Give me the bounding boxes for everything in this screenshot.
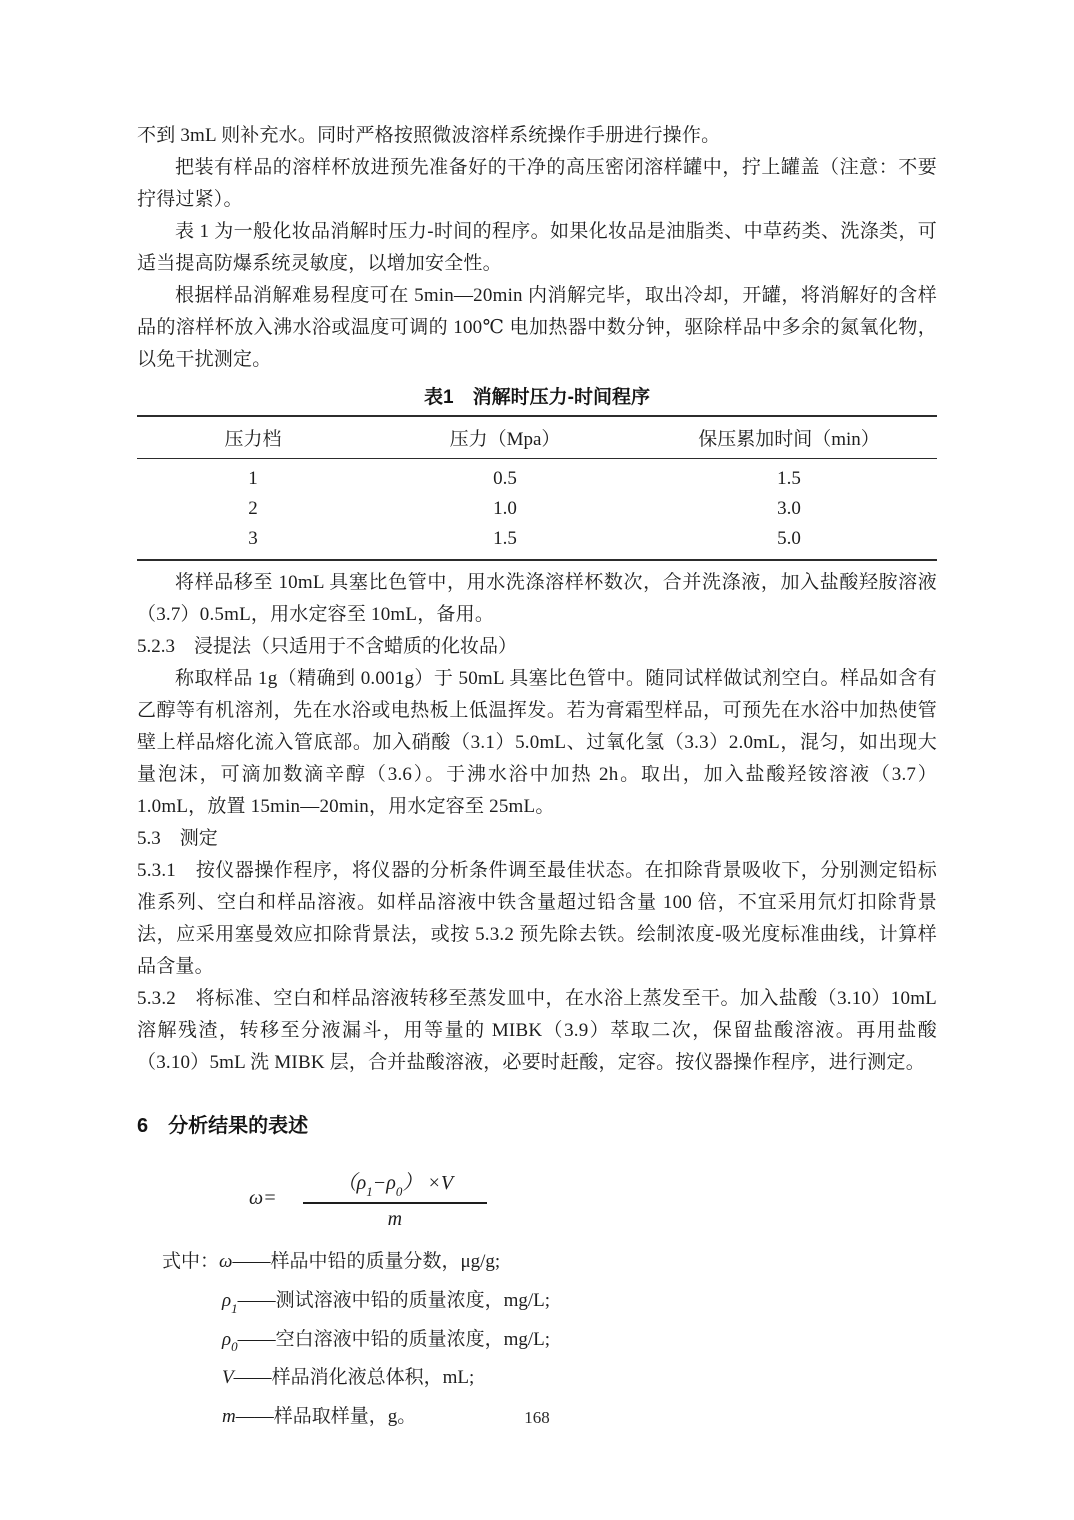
section-heading-5-2-3: 5.2.3 浸提法（只适用于不含蜡质的化妆品） bbox=[137, 636, 518, 657]
col-header-pressure-mpa: 压力（Mpa） bbox=[369, 416, 641, 458]
section-heading-6: 6 分析结果的表述 bbox=[137, 1115, 309, 1137]
cell-level: 2 bbox=[248, 498, 258, 519]
cell-pressure: 1.0 bbox=[493, 498, 517, 519]
formula-omega-equals: ω= bbox=[249, 1187, 277, 1209]
mass-fraction-formula bbox=[249, 1166, 937, 1231]
document-page bbox=[137, 120, 937, 1439]
table-row bbox=[137, 526, 937, 560]
formula-numerator: $(\rho_1-\rho_0) \times V$ bbox=[303, 1166, 487, 1204]
cell-pressure: 1.5 bbox=[493, 527, 517, 549]
paragraph-table1-note: 表 1 为一般化妆品消解时压力-时间的程序。如果化妆品是油脂类、中草药类、洗涤类，可适当提高防爆系统灵敏度，以增加安全性。 bbox=[137, 221, 937, 274]
section-heading-5-3: 5.3 测定 bbox=[137, 828, 218, 849]
definition-volume: V ——样品消化液总体积，mL; bbox=[222, 1367, 475, 1389]
table1-title: 表1 消解时压力-时间程序 bbox=[424, 387, 650, 408]
page-number: 168 bbox=[524, 1408, 550, 1427]
paragraph-transfer-sample: 将样品移至 10mL 具塞比色管中，用水洗涤溶样杯数次，合并洗涤液，加入盐酸羟胺溶液（3.7）0.5mL，用水定容至 10mL，备用。 bbox=[137, 572, 937, 625]
cell-level: 1 bbox=[248, 468, 258, 490]
table-row bbox=[137, 492, 937, 526]
cell-time: 5.0 bbox=[777, 527, 801, 549]
paragraph-sample-cup: 把装有样品的溶样杯放进预先准备好的干净的高压密闭溶样罐中，拧上罐盖（注意：不要拧得过紧）。 bbox=[137, 157, 937, 210]
col-header-pressure-level: 压力档 bbox=[137, 416, 369, 458]
paragraph-soaking-method: 称取样品 1g（精确到 0.001g）于 50mL 具塞比色管中。随同试样做试剂空白。样品如含有乙醇等有机溶剂，先在水浴或电热板上低温挥发。若为膏霜型样品，可预先在水浴中加热使管壁上样品熔化流入管底部。加入硝酸（3.1）5.0mL、过氧化氢（3.3）2.0mL，混匀，如出现大量泡沫，可滴加数滴辛醇（3.6）。于沸水浴中加热 2h。取出，加入盐酸羟铵溶液（3.7）1.0mL，放置 15min—20min，用水定容至 25mL。 bbox=[137, 668, 937, 817]
formula-denominator: m bbox=[387, 1208, 403, 1230]
table-row bbox=[137, 458, 937, 492]
definition-rho1: $\rho_1$ ——测试溶液中铅的质量浓度，mg/L; bbox=[222, 1289, 551, 1316]
cell-pressure: 0.5 bbox=[493, 468, 517, 490]
cell-level: 3 bbox=[248, 527, 258, 549]
paragraph-5-3-2: 5.3.2 将标准、空白和样品溶液转移至蒸发皿中，在水浴上蒸发至干。加入盐酸（3.10）10mL 溶解残渣，转移至分液漏斗，用等量的 MIBK（3.9）萃取二次，保留盐酸溶液。再用盐酸（3.10）5mL 洗 MIBK 层，合并盐酸溶液，必要时赶酸，定容。按仪器操作程序，进行测定。 bbox=[137, 988, 937, 1073]
definition-rho0: $\rho_0$ ——空白溶液中铅的质量浓度，mg/L; bbox=[222, 1328, 551, 1355]
col-header-hold-time: 保压累加时间（min） bbox=[641, 416, 937, 458]
definition-omega: 式中： ω ——样品中铅的质量分数，μg/g; bbox=[137, 1245, 937, 1284]
where-intro: 式中： bbox=[162, 1251, 220, 1272]
cell-time: 1.5 bbox=[777, 468, 801, 490]
paragraph-5-3-1: 5.3.1 按仪器操作程序，将仪器的分析条件调至最佳状态。在扣除背景吸收下，分别测定铅标准系列、空白和样品溶液。如样品溶液中铁含量超过铅含量 100 倍，不宜采用氘灯扣除背景法，应采用塞曼效应扣除背景法，或按 5.3.2 预先除去铁。绘制浓度-吸光度标准曲线，计算样品含量。 bbox=[137, 860, 937, 977]
pressure-time-table bbox=[137, 415, 937, 561]
paragraph-continuation: 不到 3mL 则补充水。同时严格按照微波溶样系统操作手册进行操作。 bbox=[137, 125, 721, 146]
table-header-row bbox=[137, 416, 937, 458]
paragraph-digestion-time: 根据样品消解难易程度可在 5min—20min 内消解完毕，取出冷却，开罐，将消解好的含样品的溶样杯放入沸水浴或温度可调的 100℃ 电加热器中数分钟，驱除样品中多余的氮氧化物，以免干扰测定。 bbox=[137, 285, 937, 370]
formula-fraction bbox=[303, 1166, 487, 1231]
definition-mass: m ——样品取样量，g。 bbox=[222, 1406, 417, 1428]
cell-time: 3.0 bbox=[777, 498, 801, 519]
